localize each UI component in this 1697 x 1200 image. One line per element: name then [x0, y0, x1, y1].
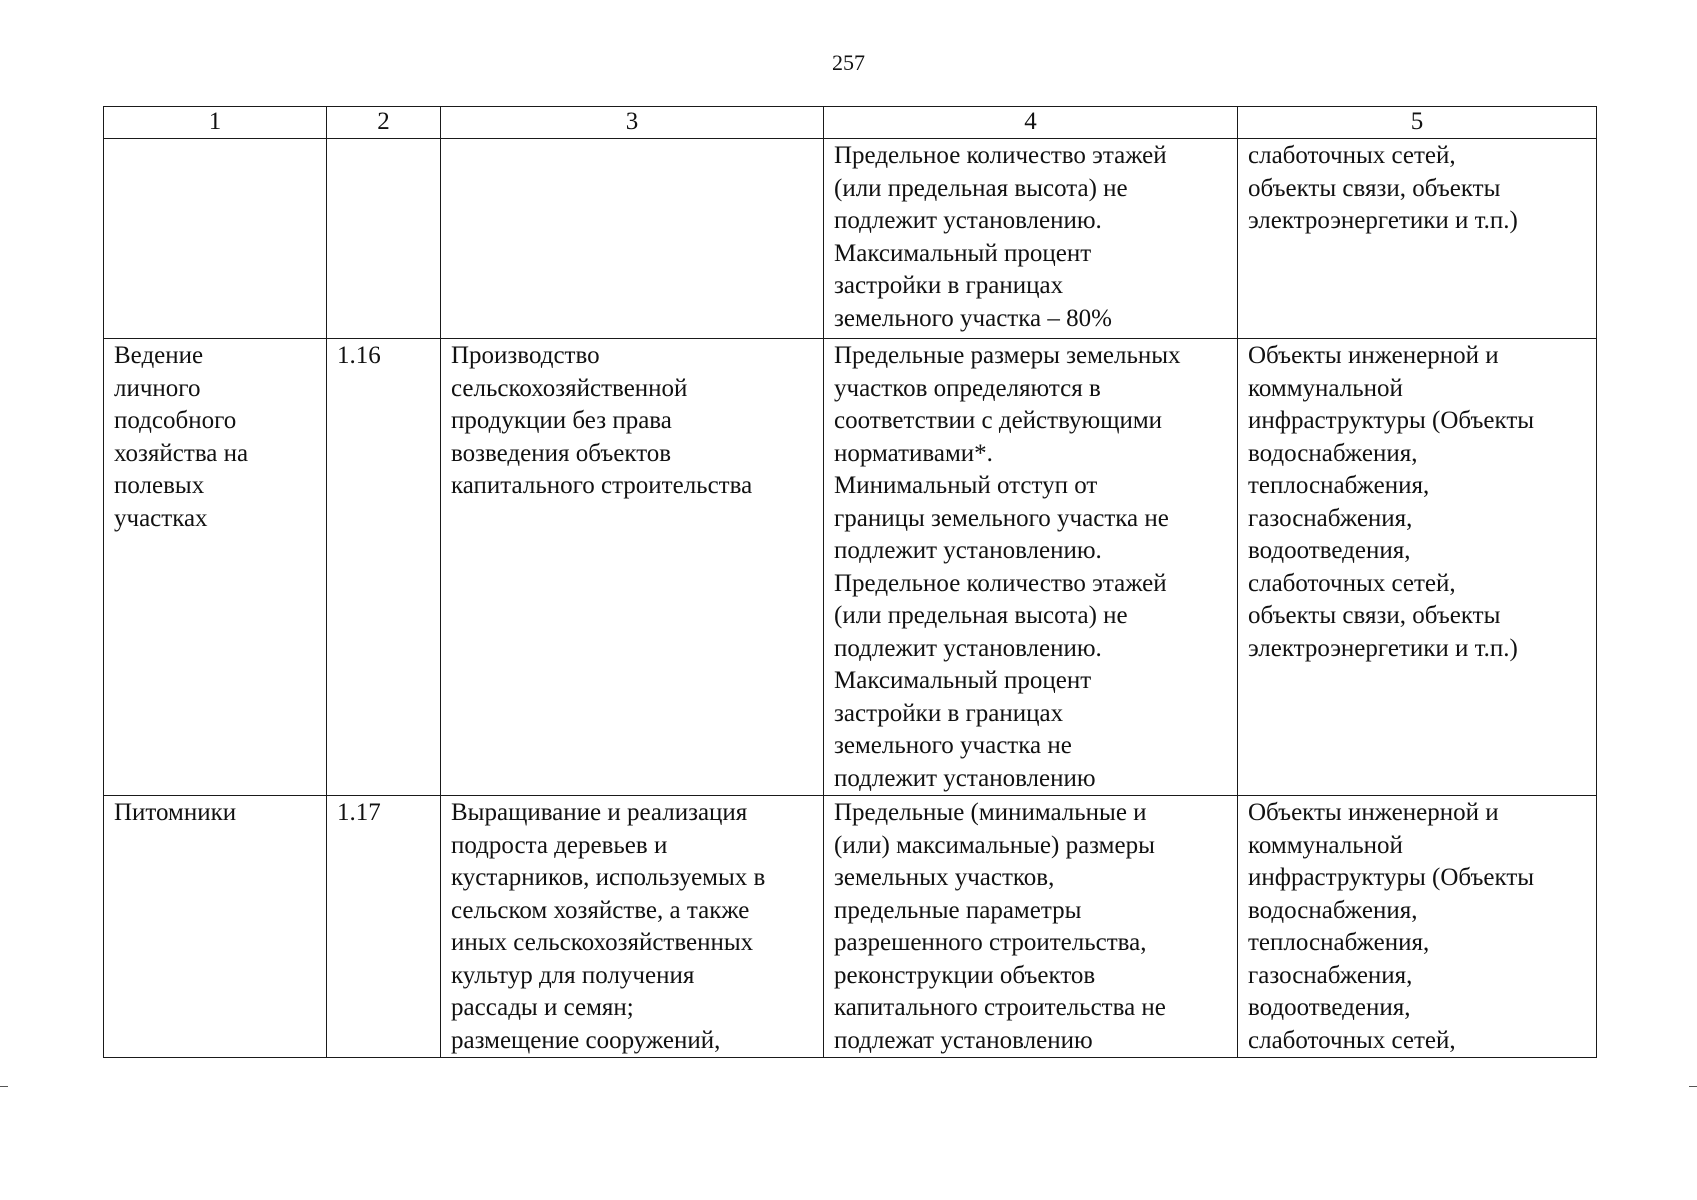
land-use-type-cell: [104, 139, 327, 339]
description-cell: Производство сельскохозяйственной продукции без права возведения объектов капитального строительства: [441, 339, 824, 796]
left-edge-mark: [0, 1086, 8, 1087]
auxiliary-objects-cell: Объекты инженерной и коммунальной инфраструктуры (Объекты водоснабжения, теплоснабжения, газоснабжения, водоотведения, слаботочных сетей, объекты связи, объекты электроэнергетики и т.п.): [1238, 339, 1597, 796]
table-row: [104, 796, 1597, 1058]
land-use-type-cell: Ведение личного подсобного хозяйства на полевых участках: [104, 339, 327, 796]
column-header-2: 2: [327, 107, 441, 139]
column-header-4: 4: [824, 107, 1238, 139]
table-row: [104, 339, 1597, 796]
right-edge-mark: [1689, 1086, 1697, 1087]
parameters-cell: Предельное количество этажей (или предельная высота) не подлежит установлению. Максимальный процент застройки в границах земельного участка – 80%: [824, 139, 1238, 339]
code-cell: 1.17: [327, 796, 441, 1058]
page-number: 257: [832, 50, 865, 75]
column-header-5: 5: [1238, 107, 1597, 139]
code-cell: [327, 139, 441, 339]
parameters-cell: Предельные (минимальные и (или) максимальные) размеры земельных участков, предельные параметры разрешенного строительства, реконструкции объектов капитального строительства не подлежат установлению: [824, 796, 1238, 1058]
code-cell: 1.16: [327, 339, 441, 796]
auxiliary-objects-cell: слаботочных сетей, объекты связи, объекты электроэнергетики и т.п.): [1238, 139, 1597, 339]
table-row: [104, 139, 1597, 339]
description-cell: [441, 139, 824, 339]
description-cell: Выращивание и реализация подроста деревьев и кустарников, используемых в сельском хозяйстве, а также иных сельскохозяйственных культур для получения рассады и семян; размещение сооружений,: [441, 796, 824, 1058]
land-use-type-cell: Питомники: [104, 796, 327, 1058]
parameters-cell: Предельные размеры земельных участков определяются в соответствии с действующими нормативами*. Минимальный отступ от границы земельного участка не подлежит установлению. Предельное количество этажей (или предельная высота) не подлежит установлению. Максимальный процент застройки в границах земельного участка не подлежит установлению: [824, 339, 1238, 796]
column-header-3: 3: [441, 107, 824, 139]
auxiliary-objects-cell: Объекты инженерной и коммунальной инфраструктуры (Объекты водоснабжения, теплоснабжения, газоснабжения, водоотведения, слаботочных сетей,: [1238, 796, 1597, 1058]
regulations-table: [103, 106, 1597, 1058]
column-header-1: 1: [104, 107, 327, 139]
table-header-row: [104, 107, 1597, 139]
